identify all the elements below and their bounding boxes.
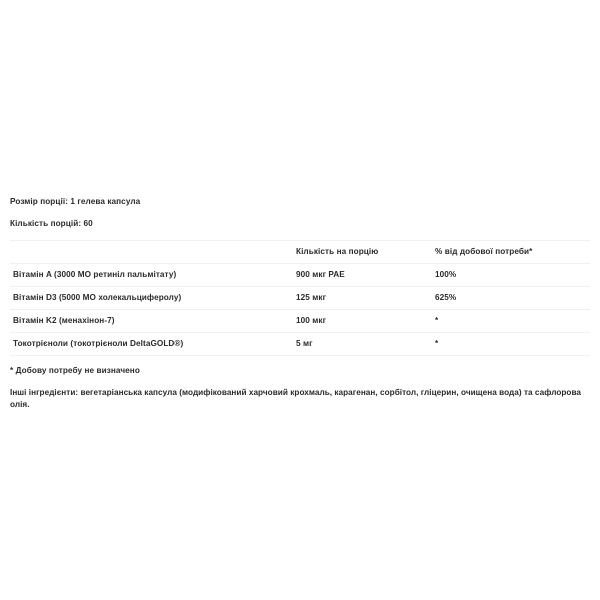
nutrient-daily-value: * (432, 332, 590, 355)
header-amount-per-serving: Кількість на порцію (293, 240, 432, 263)
nutrient-amount: 125 мкг (293, 286, 432, 309)
nutrient-daily-value: 625% (432, 286, 590, 309)
table-header-row (10, 240, 590, 263)
serving-size-line: Розмір порції: 1 гелева капсула (10, 197, 141, 206)
nutrient-name: Вітамін A (3000 МО ретиніл пальмітату) (10, 263, 293, 286)
other-ingredients-text: Інші інгредієнти: вегетаріанська капсула (модифікований харчовий крохмаль, карагенан, сорбітол, гліцерин, очищена вода) та сафлорова олія. (10, 387, 582, 409)
table-row (10, 263, 590, 286)
nutrient-name: Вітамін K2 (менахінон-7) (10, 309, 293, 332)
header-percent-daily-value: % від добової потреби* (432, 240, 590, 263)
table-row (10, 286, 590, 309)
nutrient-amount: 5 мг (293, 332, 432, 355)
nutrient-daily-value: 100% (432, 263, 590, 286)
table-row (10, 332, 590, 355)
nutrient-daily-value: * (432, 309, 590, 332)
daily-value-footnote: * Добову потребу не визначено (10, 365, 140, 375)
nutrient-name: Токотрієноли (токотрієноли DeltaGOLD®) (10, 332, 293, 355)
servings-per-container-line: Кількість порцій: 60 (10, 218, 93, 228)
nutrient-amount: 100 мкг (293, 309, 432, 332)
supplement-facts-table (10, 240, 590, 356)
header-nutrient (10, 240, 293, 263)
nutrient-amount: 900 мкг РАЕ (293, 263, 432, 286)
nutrient-name: Вітамін D3 (5000 МО холекальциферолу) (10, 286, 293, 309)
supplement-facts-panel (0, 185, 600, 410)
table-row (10, 309, 590, 332)
